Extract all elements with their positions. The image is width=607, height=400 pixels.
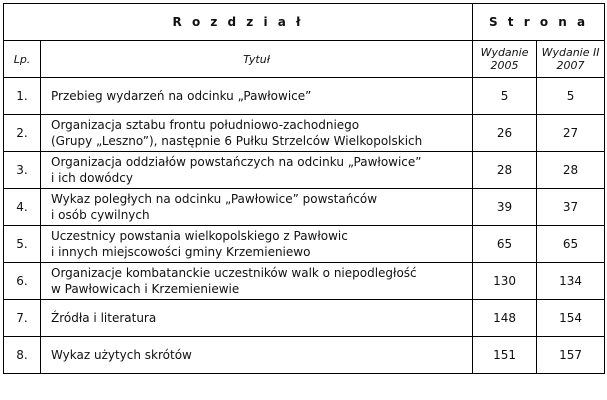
- page-2005: 26: [473, 115, 537, 152]
- table-row: [4, 189, 605, 226]
- page-2007: 154: [537, 300, 605, 337]
- row-title-line: Organizacje kombatanckie uczestników walk o niepodległość: [51, 266, 417, 280]
- edition-2005-header: [473, 41, 537, 78]
- page-2005: 28: [473, 152, 537, 189]
- page-2005: 130: [473, 263, 537, 300]
- row-title-line: Źródła i literatura: [51, 311, 157, 325]
- row-number: 1.: [4, 78, 41, 115]
- page-2007: 157: [537, 337, 605, 374]
- lp-column-header: Lp.: [4, 41, 41, 78]
- row-title-line: Przebieg wydarzeń na odcinku „Pawłowice”: [51, 89, 312, 103]
- row-title: [41, 189, 473, 226]
- page-2007: 134: [537, 263, 605, 300]
- row-title: [41, 337, 473, 374]
- edition-2005-year: 2005: [490, 59, 519, 72]
- table-of-contents: [3, 3, 605, 374]
- edition-2007-label: Wydanie II: [541, 46, 600, 59]
- row-number: 7.: [4, 300, 41, 337]
- title-column-header: Tytuł: [41, 41, 473, 78]
- page-2007: 65: [537, 226, 605, 263]
- row-title-line: Organizacja oddziałów powstańczych na odcinku „Pawłowice”: [51, 155, 422, 169]
- header-row-top: [4, 4, 605, 41]
- row-number: 2.: [4, 115, 41, 152]
- table-row: [4, 263, 605, 300]
- row-number: 4.: [4, 189, 41, 226]
- page-2005: 151: [473, 337, 537, 374]
- row-number: 3.: [4, 152, 41, 189]
- row-title-line: i osób cywilnych: [51, 208, 150, 222]
- row-title-line: Uczestnicy powstania wielkopolskiego z Pawłowic: [51, 229, 348, 243]
- page-2005: 5: [473, 78, 537, 115]
- row-title-line: (Grupy „Leszno”), następnie 6 Pułku Strzelców Wielkopolskich: [51, 134, 423, 148]
- table-row: [4, 300, 605, 337]
- row-title: [41, 300, 473, 337]
- header-row-sub: [4, 41, 605, 78]
- table-row: [4, 78, 605, 115]
- row-number: 6.: [4, 263, 41, 300]
- edition-2007-header: [537, 41, 605, 78]
- row-title: [41, 226, 473, 263]
- row-title-line: i innych miejscowości gminy Krzemieniewo: [51, 245, 311, 259]
- table-row: [4, 115, 605, 152]
- row-title: [41, 152, 473, 189]
- row-title-line: Wykaz użytych skrótów: [51, 348, 192, 362]
- row-title-line: Wykaz poległych na odcinku „Pawłowice” powstańców: [51, 192, 378, 206]
- row-number: 8.: [4, 337, 41, 374]
- edition-2005-label: Wydanie: [480, 46, 529, 59]
- table-row: [4, 152, 605, 189]
- table-row: [4, 226, 605, 263]
- page-2007: 37: [537, 189, 605, 226]
- page-2007: 28: [537, 152, 605, 189]
- page-2007: 27: [537, 115, 605, 152]
- page-2005: 39: [473, 189, 537, 226]
- row-title-line: Organizacja sztabu frontu południowo-zachodniego: [51, 118, 360, 132]
- row-title-line: w Pawłowicach i Krzemieniewie: [51, 282, 240, 296]
- row-title: [41, 115, 473, 152]
- row-number: 5.: [4, 226, 41, 263]
- row-title-line: i ich dowódcy: [51, 171, 133, 185]
- section-header: R o z d z i a ł: [4, 4, 473, 41]
- page-2005: 65: [473, 226, 537, 263]
- table-row: [4, 337, 605, 374]
- row-title: [41, 263, 473, 300]
- page-2005: 148: [473, 300, 537, 337]
- page-header: S t r o n a: [473, 4, 605, 41]
- row-title: [41, 78, 473, 115]
- page-2007: 5: [537, 78, 605, 115]
- edition-2007-year: 2007: [556, 59, 585, 72]
